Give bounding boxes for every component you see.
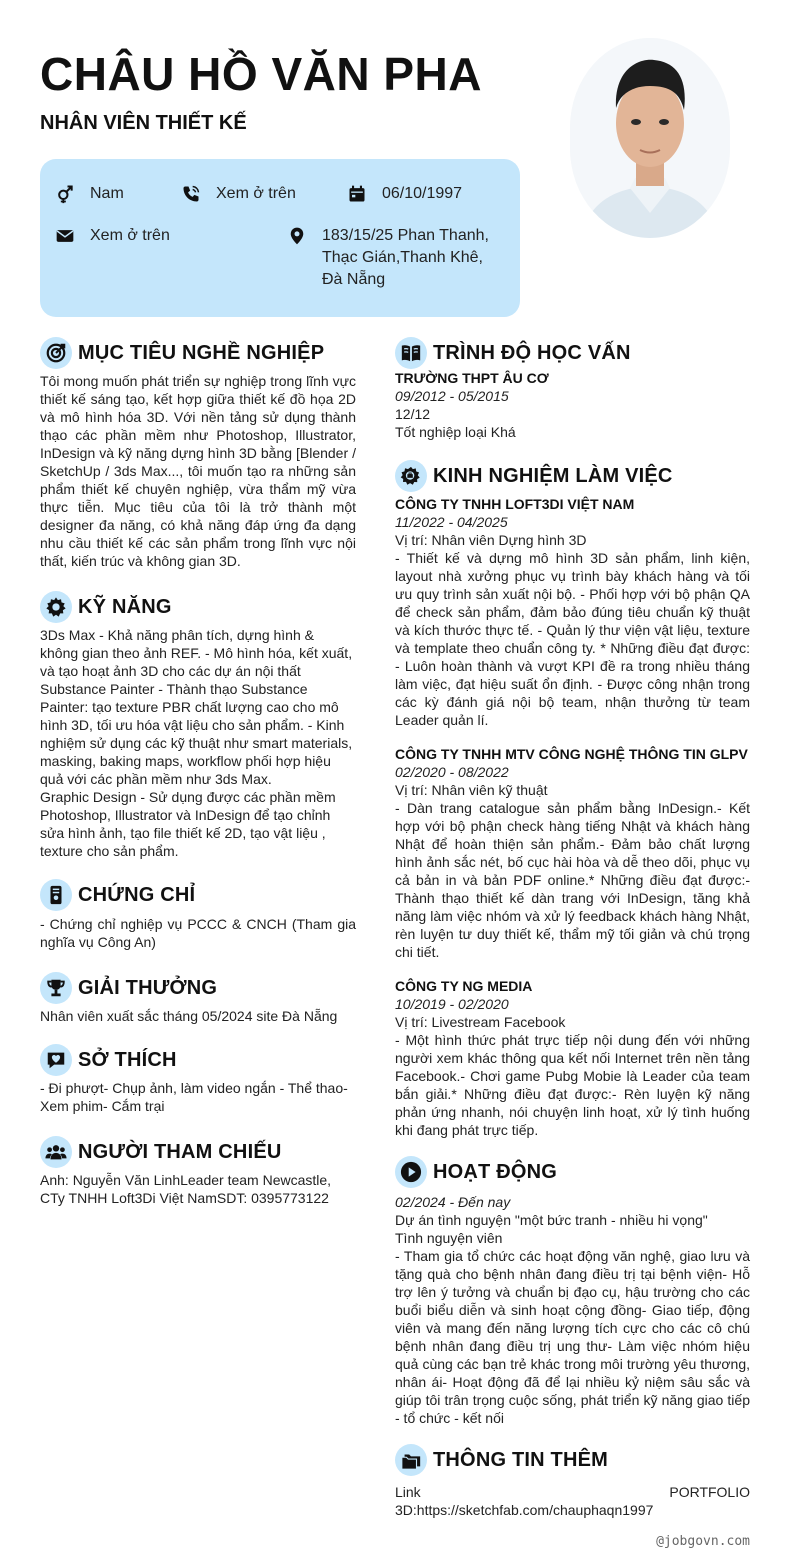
candidate-role: NHÂN VIÊN THIẾT KẾ: [40, 112, 247, 134]
section-title-experience: KINH NGHIỆM LÀM VIỆC: [433, 464, 673, 487]
education-result: Tốt nghiệp loại Khá: [395, 424, 516, 440]
section-experience: [395, 459, 750, 1139]
references-text: Anh: Nguyễn Văn LinhLeader team Newcastle, CTy TNHH Loft3Di Việt NamSDT: 0395773122: [40, 1172, 332, 1206]
section-title-objective: MỤC TIÊU NGHỀ NGHIỆP: [78, 341, 325, 364]
activities-date: 02/2024 - Đến nay: [395, 1194, 511, 1210]
trophy-icon: [40, 972, 72, 1004]
calendar-icon: [346, 183, 368, 205]
experience-date: 10/2019 - 02/2020: [395, 996, 509, 1012]
folders-icon: [395, 1444, 427, 1476]
awards-text: Nhân viên xuất sắc tháng 05/2024 site Đà Nẵng: [40, 1008, 338, 1024]
contact-address-value: 183/15/25 Phan Thanh, Thạc Gián,Thanh Khê, Đà Nẵng: [322, 227, 489, 288]
contact-email-value: Xem ở trên: [90, 227, 170, 244]
experience-description: - Dàn trang catalogue sản phẩm bằng InDesign.- Kết hợp với bộ phận check hàng tiếng Nhật và khách hàng Nhật để hoàn thiện sản phẩm.- Đảm bảo chất lượng hình ảnh sắc nét, bố cục hài hòa và dễ theo dõi, phục vụ cả bản in và bản PDF online.* Những điều đạt được:- Thành thạo thiết kế dàn trang với InDesign, tăng khả năng làm việc nhóm và xử lý feedback khách hàng Nhật, rèn luyện tư duy thiết kế, thẩm mỹ tối giản và chú trọng chi tiết.: [395, 800, 750, 960]
play-icon: [395, 1156, 427, 1188]
experience-description: - Một hình thức phát trực tiếp nội dung đến với những người xem khác thông qua kết nối Internet trên nền tảng Facebook.- Chơi game Pubg Mobie là Leader của team bắn giải.* Những điều đạt được:- Rèn luyện kỹ năng phản ứng nhanh, nói chuyện linh hoạt, xử lý tình huống khi đang phát trực tiếp.: [395, 1032, 750, 1138]
activities-project: Dự án tình nguyện "một bức tranh - nhiều hi vọng": [395, 1212, 708, 1228]
gender-icon: [54, 183, 76, 205]
section-title-certificates: CHỨNG CHỈ: [78, 883, 196, 906]
location-icon: [286, 225, 308, 247]
section-education: [395, 336, 750, 441]
footer-watermark: @jobgovn.com: [656, 1534, 750, 1549]
section-title-skills: KỸ NĂNG: [78, 595, 172, 618]
gear-icon: [40, 591, 72, 623]
contact-phone: [180, 183, 296, 205]
section-more-info: [395, 1443, 750, 1519]
section-title-awards: GIẢI THƯỞNG: [78, 976, 218, 999]
experience-entry: [395, 977, 750, 1139]
certificate-icon: [40, 879, 72, 911]
section-certificates: [40, 878, 356, 951]
phone-icon: [180, 183, 202, 205]
education-grade: 12/12: [395, 406, 431, 422]
section-activities: [395, 1155, 750, 1427]
heart-chat-icon: [40, 1044, 72, 1076]
contact-gender-value: Nam: [90, 185, 124, 202]
section-title-activities: HOẠT ĐỘNG: [433, 1160, 558, 1183]
experience-company: CÔNG TY TNHH LOFT3DI VIỆT NAM: [395, 496, 635, 512]
section-skills: [40, 590, 356, 860]
skill-item: 3Ds Max - Khả năng phân tích, dựng hình & không gian theo ảnh REF. - Mô hình hóa, kết xuất, và tạo hoạt ảnh 3D cho các dự án nội thất: [40, 627, 353, 679]
section-references: [40, 1135, 356, 1207]
education-date: 09/2012 - 05/2015: [395, 388, 509, 404]
section-title-education: TRÌNH ĐỘ HỌC VẤN: [433, 341, 631, 364]
target-icon: [40, 337, 72, 369]
experience-position: Vị trí: Nhân viên Dựng hình 3D: [395, 532, 587, 548]
experience-company: CÔNG TY TNHH MTV CÔNG NGHỆ THÔNG TIN GLPV: [395, 746, 748, 762]
experience-date: 02/2020 - 08/2022: [395, 764, 509, 780]
contact-phone-value: Xem ở trên: [216, 185, 296, 202]
portfolio-link-text[interactable]: Link PORTFOLIO 3D:https://sketchfab.com/chauphaqn1997: [395, 1484, 750, 1518]
education-school: TRƯỜNG THPT ÂU CƠ: [395, 370, 549, 386]
section-title-hobbies: SỞ THÍCH: [78, 1048, 177, 1071]
experience-description: - Thiết kế và dựng mô hình 3D sản phẩm, linh kiện, layout nhà xưởng phục vụ trình bày khách hàng và tối ưu quy trình sản xuất nội bộ. - Phối hợp với bộ phận QA để check sản phẩm, đảm bảo đúng tiêu chuẩn kỹ thuật và kích thước thực tế. - Quản lý thư viện vật liệu, texture và template theo chuẩn công ty. * Những điều đạt được: - Luôn hoàn thành và vượt KPI đề ra trong nhiều tháng làm việc, đạt hiệu suất ổn định. - Được công nhận trong các kỳ đánh giá nội bộ team, nhận thưởng từ team Leader quản lí.: [395, 550, 750, 728]
left-column: [40, 336, 356, 1207]
activities-description: - Tham gia tổ chức các hoạt động văn nghệ, giao lưu và tặng quà cho bệnh nhân đang điều trị tại bệnh viện- Hỗ trợ lên ý tưởng và chuẩn bị đạo cụ, hậu trường cho các buổi biểu diễn và sinh hoạt cộng đồng- Giao tiếp, động viên và mang đến năng lượng tích cực cho các cô chú bệnh nhân đang điều trị ung thư- Làm việc nhóm hiệu quả cùng các bạn trẻ khác trong môi trường yêu thương, nhân ái- Hoạt động đã để lại nhiều kỷ niệm sâu sắc và giúp tôi trân trọng cuộc sống, phát triển kỹ năng giao tiếp - tổ chức - kết nối: [395, 1248, 750, 1426]
people-icon: [40, 1136, 72, 1168]
experience-entry: [395, 495, 750, 729]
certificates-text: - Chứng chỉ nghiệp vụ PCCC & CNCH (Tham gia nghĩa vụ Công An): [40, 916, 356, 950]
activities-role: Tình nguyện viên: [395, 1230, 503, 1246]
experience-position: Vị trí: Nhân viên kỹ thuật: [395, 782, 548, 798]
objective-text: Tôi mong muốn phát triển sự nghiệp trong lĩnh vực thiết kế sáng tạo, kết hợp giữa thiết kế đồ họa 2D và mô hình hóa 3D. Với nền tảng sử dụng thành thạo các phần mềm như Photoshop, Illustrator, InDesign và kỹ năng dựng hình 3D bằng [Blender / SketchUp / 3ds Max..., tôi muốn tạo ra những sản phẩm thiết kế chuyên nghiệp, vừa thẩm mỹ vừa thực tiễn. Mục tiêu của tôi là trở thành một designer đa năng, có khả năng đáp ứng đa dạng nhu cầu thiết kế các sản phẩm trong lĩnh vực nội thất, kiến trúc và không gian 3D.: [40, 373, 356, 569]
contact-email: [54, 225, 170, 247]
contact-info-box: [40, 159, 520, 317]
experience-entry: [395, 745, 750, 961]
experience-position: Vị trí: Livestream Facebook: [395, 1014, 566, 1030]
email-icon: [54, 225, 76, 247]
profile-photo: [570, 38, 730, 238]
section-title-more-info: THÔNG TIN THÊM: [433, 1448, 609, 1471]
profile-photo-illustration: [570, 38, 730, 238]
hobbies-text: - Đi phượt- Chụp ảnh, làm video ngắn - Thể thao- Xem phim- Cắm trại: [40, 1080, 348, 1114]
contact-birthday: [346, 183, 462, 205]
right-column: [395, 336, 750, 1519]
section-objective: [40, 336, 356, 570]
candidate-name: CHÂU HỒ VĂN PHA: [40, 48, 482, 100]
skill-item: Substance Painter - Thành thạo Substance Painter: tạo texture PBR chất lượng cao cho mô hình 3D, tối ưu hóa vật liệu cho sản phẩm. - Kinh nghiệm sử dụng các kỹ thuật như smart materials, masking, baking maps, workflow phối hợp hiệu quả với các phần mềm như 3ds Max.: [40, 681, 353, 787]
work-gear-icon: [395, 460, 427, 492]
section-awards: [40, 971, 356, 1025]
contact-gender: [54, 183, 124, 205]
contact-birthday-value: 06/10/1997: [382, 185, 463, 202]
contact-address: [286, 225, 506, 291]
experience-date: 11/2022 - 04/2025: [395, 514, 508, 530]
section-title-references: NGƯỜI THAM CHIẾU: [78, 1140, 282, 1163]
section-hobbies: [40, 1043, 356, 1115]
book-icon: [395, 337, 427, 369]
experience-company: CÔNG TY NG MEDIA: [395, 978, 533, 994]
skill-item: Graphic Design - Sử dụng được các phần mềm Photoshop, Illustrator và InDesign để tạo chỉnh sửa hình ảnh, tạo file thiết kế 2D, tạo vật liệu , texture cho sản phẩm.: [40, 789, 336, 859]
